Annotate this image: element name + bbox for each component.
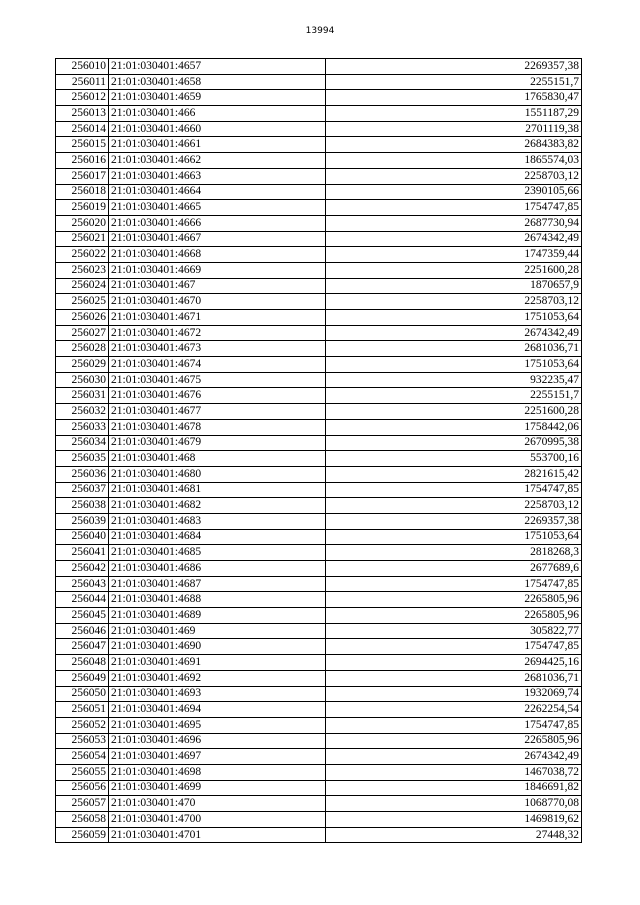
row-number-cell: 256051 xyxy=(56,702,109,718)
row-number-cell: 256054 xyxy=(56,749,109,765)
table-row xyxy=(56,482,582,498)
cadastral-number-cell: 21:01:030401:4685 xyxy=(109,545,326,561)
table-row xyxy=(56,168,582,184)
table-row xyxy=(56,592,582,608)
cadastral-value-cell: 2674342,49 xyxy=(326,231,582,247)
cadastral-number-cell: 21:01:030401:4667 xyxy=(109,231,326,247)
cadastral-number-cell: 21:01:030401:4670 xyxy=(109,294,326,310)
table-row xyxy=(56,247,582,263)
cadastral-number-cell: 21:01:030401:4682 xyxy=(109,498,326,514)
cadastral-value-cell: 2818268,3 xyxy=(326,545,582,561)
table-row xyxy=(56,262,582,278)
row-number-cell: 256017 xyxy=(56,168,109,184)
cadastral-value-cell: 2694425,16 xyxy=(326,655,582,671)
table-row xyxy=(56,184,582,200)
table-row xyxy=(56,513,582,529)
table-row xyxy=(56,419,582,435)
cadastral-value-cell: 1754747,85 xyxy=(326,482,582,498)
cadastral-value-cell: 2821615,42 xyxy=(326,466,582,482)
cadastral-number-cell: 21:01:030401:469 xyxy=(109,623,326,639)
table-row xyxy=(56,153,582,169)
table-row xyxy=(56,670,582,686)
cadastral-number-cell: 21:01:030401:4691 xyxy=(109,655,326,671)
table-row xyxy=(56,357,582,373)
cadastral-number-cell: 21:01:030401:4674 xyxy=(109,357,326,373)
cadastral-number-cell: 21:01:030401:4662 xyxy=(109,153,326,169)
cadastral-value-cell: 2269357,38 xyxy=(326,513,582,529)
cadastral-number-cell: 21:01:030401:4684 xyxy=(109,529,326,545)
cadastral-value-cell: 1467038,72 xyxy=(326,764,582,780)
row-number-cell: 256020 xyxy=(56,215,109,231)
row-number-cell: 256043 xyxy=(56,576,109,592)
cadastral-number-cell: 21:01:030401:4679 xyxy=(109,435,326,451)
table-row xyxy=(56,231,582,247)
cadastral-value-cell: 1765830,47 xyxy=(326,90,582,106)
table-row xyxy=(56,310,582,326)
cadastral-number-cell: 21:01:030401:4700 xyxy=(109,812,326,828)
cadastral-value-cell: 2258703,12 xyxy=(326,168,582,184)
row-number-cell: 256031 xyxy=(56,388,109,404)
row-number-cell: 256025 xyxy=(56,294,109,310)
cadastral-value-cell: 27448,32 xyxy=(326,827,582,843)
cadastral-number-cell: 21:01:030401:466 xyxy=(109,106,326,122)
cadastral-number-cell: 21:01:030401:4657 xyxy=(109,59,326,75)
cadastral-value-cell: 1747359,44 xyxy=(326,247,582,263)
cadastral-number-cell: 21:01:030401:4683 xyxy=(109,513,326,529)
cadastral-value-cell: 1751053,64 xyxy=(326,310,582,326)
row-number-cell: 256036 xyxy=(56,466,109,482)
row-number-cell: 256050 xyxy=(56,686,109,702)
row-number-cell: 256011 xyxy=(56,74,109,90)
row-number-cell: 256033 xyxy=(56,419,109,435)
cadastral-value-cell: 1754747,85 xyxy=(326,639,582,655)
cadastral-number-cell: 21:01:030401:4675 xyxy=(109,372,326,388)
table-row xyxy=(56,529,582,545)
cadastral-number-cell: 21:01:030401:468 xyxy=(109,451,326,467)
cadastral-number-cell: 21:01:030401:4689 xyxy=(109,608,326,624)
row-number-cell: 256059 xyxy=(56,827,109,843)
cadastral-value-cell: 2262254,54 xyxy=(326,702,582,718)
row-number-cell: 256052 xyxy=(56,717,109,733)
row-number-cell: 256013 xyxy=(56,106,109,122)
row-number-cell: 256012 xyxy=(56,90,109,106)
row-number-cell: 256041 xyxy=(56,545,109,561)
table-row xyxy=(56,121,582,137)
table-row xyxy=(56,90,582,106)
cadastral-number-cell: 21:01:030401:4690 xyxy=(109,639,326,655)
row-number-cell: 256019 xyxy=(56,200,109,216)
cadastral-value-cell: 1932069,74 xyxy=(326,686,582,702)
cadastral-value-cell: 2258703,12 xyxy=(326,498,582,514)
cadastral-value-cell: 2701119,38 xyxy=(326,121,582,137)
cadastral-value-cell: 1754747,85 xyxy=(326,200,582,216)
cadastral-value-cell: 1754747,85 xyxy=(326,717,582,733)
row-number-cell: 256058 xyxy=(56,812,109,828)
cadastral-number-cell: 21:01:030401:4688 xyxy=(109,592,326,608)
row-number-cell: 256014 xyxy=(56,121,109,137)
row-number-cell: 256034 xyxy=(56,435,109,451)
table-row xyxy=(56,106,582,122)
cadastral-value-cell: 2674342,49 xyxy=(326,325,582,341)
cadastral-number-cell: 21:01:030401:4673 xyxy=(109,341,326,357)
cadastral-number-cell: 21:01:030401:4699 xyxy=(109,780,326,796)
row-number-cell: 256016 xyxy=(56,153,109,169)
cadastral-value-cell: 1469819,62 xyxy=(326,812,582,828)
table-row xyxy=(56,294,582,310)
cadastral-number-cell: 21:01:030401:4665 xyxy=(109,200,326,216)
row-number-cell: 256030 xyxy=(56,372,109,388)
cadastral-value-cell: 2684383,82 xyxy=(326,137,582,153)
table-row xyxy=(56,686,582,702)
table-row xyxy=(56,827,582,843)
row-number-cell: 256049 xyxy=(56,670,109,686)
table-row xyxy=(56,639,582,655)
cadastral-value-cell: 2265805,96 xyxy=(326,592,582,608)
table-row xyxy=(56,404,582,420)
cadastral-value-cell: 2687730,94 xyxy=(326,215,582,231)
cadastral-number-cell: 21:01:030401:4693 xyxy=(109,686,326,702)
cadastral-value-cell: 2681036,71 xyxy=(326,670,582,686)
cadastral-value-cell: 2258703,12 xyxy=(326,294,582,310)
cadastral-value-cell: 1751053,64 xyxy=(326,529,582,545)
row-number-cell: 256044 xyxy=(56,592,109,608)
table-row xyxy=(56,498,582,514)
cadastral-value-cell: 2265805,96 xyxy=(326,608,582,624)
cadastral-value-cell: 2390105,66 xyxy=(326,184,582,200)
row-number-cell: 256021 xyxy=(56,231,109,247)
cadastral-value-cell: 2670995,38 xyxy=(326,435,582,451)
row-number-cell: 256029 xyxy=(56,357,109,373)
row-number-cell: 256040 xyxy=(56,529,109,545)
cadastral-number-cell: 21:01:030401:4678 xyxy=(109,419,326,435)
table-row xyxy=(56,325,582,341)
row-number-cell: 256039 xyxy=(56,513,109,529)
table-row xyxy=(56,733,582,749)
cadastral-value-cell: 2681036,71 xyxy=(326,341,582,357)
row-number-cell: 256042 xyxy=(56,561,109,577)
cadastral-value-cell: 553700,16 xyxy=(326,451,582,467)
cadastral-number-cell: 21:01:030401:4677 xyxy=(109,404,326,420)
row-number-cell: 256046 xyxy=(56,623,109,639)
cadastral-number-cell: 21:01:030401:4663 xyxy=(109,168,326,184)
cadastral-value-cell: 1846691,82 xyxy=(326,780,582,796)
table-body xyxy=(56,59,582,843)
row-number-cell: 256045 xyxy=(56,608,109,624)
row-number-cell: 256038 xyxy=(56,498,109,514)
row-number-cell: 256018 xyxy=(56,184,109,200)
table-row xyxy=(56,451,582,467)
table-row xyxy=(56,278,582,294)
cadastral-number-cell: 21:01:030401:4686 xyxy=(109,561,326,577)
cadastral-value-cell: 2255151,7 xyxy=(326,74,582,90)
row-number-cell: 256056 xyxy=(56,780,109,796)
row-number-cell: 256023 xyxy=(56,262,109,278)
row-number-cell: 256027 xyxy=(56,325,109,341)
cadastral-number-cell: 21:01:030401:4681 xyxy=(109,482,326,498)
cadastral-number-cell: 21:01:030401:470 xyxy=(109,796,326,812)
cadastral-number-cell: 21:01:030401:4661 xyxy=(109,137,326,153)
cadastral-value-cell: 2265805,96 xyxy=(326,733,582,749)
row-number-cell: 256028 xyxy=(56,341,109,357)
cadastral-number-cell: 21:01:030401:4669 xyxy=(109,262,326,278)
row-number-cell: 256037 xyxy=(56,482,109,498)
row-number-cell: 256048 xyxy=(56,655,109,671)
table-row xyxy=(56,702,582,718)
cadastral-number-cell: 21:01:030401:4659 xyxy=(109,90,326,106)
row-number-cell: 256032 xyxy=(56,404,109,420)
cadastral-number-cell: 21:01:030401:4697 xyxy=(109,749,326,765)
cadastral-value-cell: 2674342,49 xyxy=(326,749,582,765)
cadastral-value-cell: 2251600,28 xyxy=(326,404,582,420)
table-row xyxy=(56,435,582,451)
row-number-cell: 256015 xyxy=(56,137,109,153)
table-row xyxy=(56,623,582,639)
cadastral-value-cell: 1068770,08 xyxy=(326,796,582,812)
cadastral-number-cell: 21:01:030401:4666 xyxy=(109,215,326,231)
cadastral-value-cell: 2677689,6 xyxy=(326,561,582,577)
cadastral-number-cell: 21:01:030401:4687 xyxy=(109,576,326,592)
table-row xyxy=(56,608,582,624)
cadastral-value-cell: 1758442,06 xyxy=(326,419,582,435)
cadastral-number-cell: 21:01:030401:4668 xyxy=(109,247,326,263)
cadastral-number-cell: 21:01:030401:4692 xyxy=(109,670,326,686)
cadastral-number-cell: 21:01:030401:4696 xyxy=(109,733,326,749)
cadastral-number-cell: 21:01:030401:4701 xyxy=(109,827,326,843)
cadastral-number-cell: 21:01:030401:4672 xyxy=(109,325,326,341)
table-row xyxy=(56,561,582,577)
cadastral-value-cell: 1865574,03 xyxy=(326,153,582,169)
cadastral-number-cell: 21:01:030401:4698 xyxy=(109,764,326,780)
row-number-cell: 256035 xyxy=(56,451,109,467)
page-number: 13994 xyxy=(305,26,335,36)
row-number-cell: 256055 xyxy=(56,764,109,780)
cadastral-number-cell: 21:01:030401:4658 xyxy=(109,74,326,90)
cadastral-value-cell: 2269357,38 xyxy=(326,59,582,75)
row-number-cell: 256047 xyxy=(56,639,109,655)
row-number-cell: 256026 xyxy=(56,310,109,326)
table-row xyxy=(56,200,582,216)
table-row xyxy=(56,764,582,780)
table-row xyxy=(56,749,582,765)
cadastral-number-cell: 21:01:030401:4664 xyxy=(109,184,326,200)
cadastral-value-cell: 932235,47 xyxy=(326,372,582,388)
row-number-cell: 256057 xyxy=(56,796,109,812)
table-row xyxy=(56,341,582,357)
table-row xyxy=(56,812,582,828)
row-number-cell: 256022 xyxy=(56,247,109,263)
table-row xyxy=(56,545,582,561)
cadastral-number-cell: 21:01:030401:4671 xyxy=(109,310,326,326)
cadastral-number-cell: 21:01:030401:467 xyxy=(109,278,326,294)
table-row xyxy=(56,576,582,592)
table-row xyxy=(56,655,582,671)
table-row xyxy=(56,466,582,482)
cadastral-number-cell: 21:01:030401:4676 xyxy=(109,388,326,404)
row-number-cell: 256053 xyxy=(56,733,109,749)
cadastral-value-table xyxy=(55,58,582,843)
cadastral-value-cell: 2255151,7 xyxy=(326,388,582,404)
cadastral-value-cell: 1754747,85 xyxy=(326,576,582,592)
row-number-cell: 256010 xyxy=(56,59,109,75)
table-row xyxy=(56,388,582,404)
cadastral-value-cell: 305822,77 xyxy=(326,623,582,639)
table-row xyxy=(56,796,582,812)
table-row xyxy=(56,780,582,796)
row-number-cell: 256024 xyxy=(56,278,109,294)
cadastral-value-cell: 1551187,29 xyxy=(326,106,582,122)
table-row xyxy=(56,137,582,153)
cadastral-number-cell: 21:01:030401:4660 xyxy=(109,121,326,137)
table-row xyxy=(56,717,582,733)
cadastral-number-cell: 21:01:030401:4695 xyxy=(109,717,326,733)
cadastral-value-cell: 1751053,64 xyxy=(326,357,582,373)
table-row xyxy=(56,59,582,75)
table-row xyxy=(56,215,582,231)
cadastral-number-cell: 21:01:030401:4694 xyxy=(109,702,326,718)
table-row xyxy=(56,74,582,90)
cadastral-value-cell: 1870657,9 xyxy=(326,278,582,294)
table-row xyxy=(56,372,582,388)
cadastral-number-cell: 21:01:030401:4680 xyxy=(109,466,326,482)
cadastral-value-cell: 2251600,28 xyxy=(326,262,582,278)
